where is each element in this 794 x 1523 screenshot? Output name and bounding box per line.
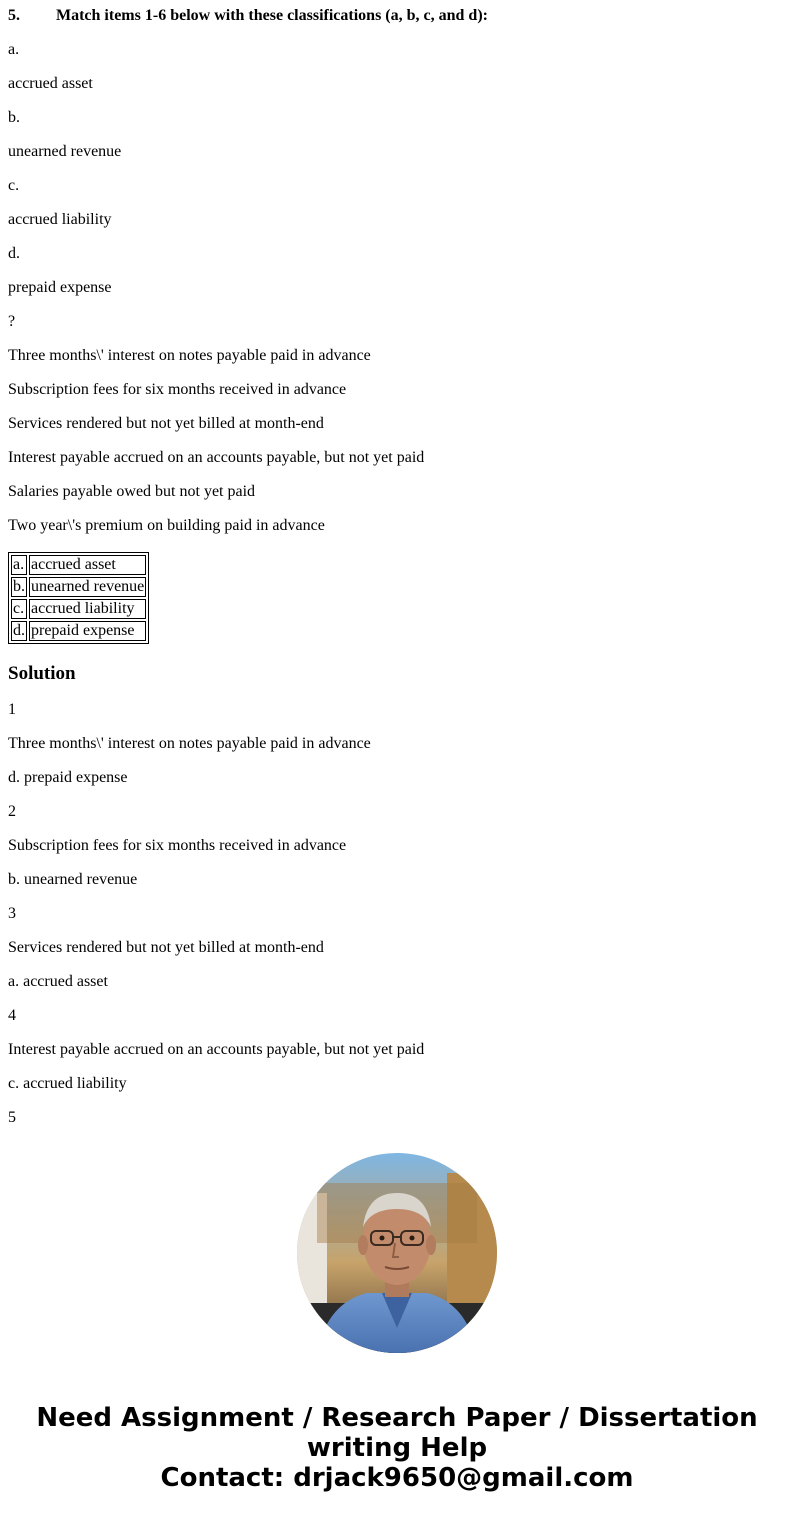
item-text: Two year\'s premium on building paid in advance	[8, 517, 325, 534]
answer-classification: b. unearned revenue	[8, 871, 138, 888]
footer-banner	[0, 1403, 794, 1493]
table-cell-letter: a.	[11, 555, 27, 575]
footer-contact: Contact: drjack9650@gmail.com	[160, 1463, 634, 1493]
classification-table	[8, 552, 149, 644]
table-cell-label: accrued asset	[29, 555, 146, 575]
table-row	[11, 555, 146, 575]
answer-number: 1	[8, 701, 16, 718]
answer-classification: a. accrued asset	[8, 973, 108, 990]
question-heading	[8, 6, 788, 26]
classification-label: accrued liability	[8, 211, 112, 228]
table-cell-label: unearned revenue	[31, 578, 145, 595]
classification-letter: b.	[8, 109, 20, 126]
table-cell-letter: b.	[13, 578, 25, 595]
author-photo	[297, 1153, 497, 1353]
table-row	[11, 577, 146, 597]
answer-item: Services rendered but not yet billed at month-end	[8, 939, 324, 956]
table-cell-letter: c.	[11, 599, 27, 619]
answer-item: Interest payable accrued on an accounts payable, but not yet paid	[8, 1041, 425, 1058]
table-row	[11, 599, 146, 619]
table-row	[11, 621, 146, 641]
question-mark: ?	[8, 313, 16, 330]
table-cell-label: prepaid expense	[29, 621, 146, 641]
table-cell-label: accrued liability	[29, 599, 146, 619]
classification-label: unearned revenue	[8, 143, 122, 160]
footer-line: Need Assignment / Research Paper / Dissertation	[36, 1403, 758, 1433]
classification-label: accrued asset	[8, 75, 93, 92]
item-text: Interest payable accrued on an accounts payable, but not yet paid	[8, 449, 425, 466]
classification-letter: a.	[8, 41, 20, 58]
document-body	[8, 0, 788, 1122]
item-text: Subscription fees for six months received in advance	[8, 381, 347, 398]
answer-classification: d. prepaid expense	[8, 769, 128, 786]
classification-label: prepaid expense	[8, 279, 112, 296]
classification-letter: d.	[8, 245, 20, 262]
item-text: Three months\' interest on notes payable paid in advance	[8, 347, 371, 364]
answer-classification: c. accrued liability	[8, 1075, 127, 1092]
question-number: 5.	[8, 7, 20, 24]
solution-heading: Solution	[8, 663, 76, 684]
answer-number: 2	[8, 803, 16, 820]
table-cell-letter: d.	[13, 622, 25, 639]
footer-line: writing Help	[306, 1433, 488, 1463]
answer-item: Three months\' interest on notes payable paid in advance	[8, 735, 371, 752]
answer-number: 3	[8, 905, 16, 922]
item-text: Services rendered but not yet billed at month-end	[8, 415, 324, 432]
answer-number: 5	[8, 1109, 16, 1122]
author-portrait-icon	[297, 1153, 497, 1353]
answer-item: Subscription fees for six months received in advance	[8, 837, 347, 854]
question-text: Match items 1-6 below with these classifications (a, b, c, and d):	[56, 7, 488, 24]
classification-letter: c.	[8, 177, 20, 194]
item-text: Salaries payable owed but not yet paid	[8, 483, 256, 500]
answer-number: 4	[8, 1007, 16, 1024]
